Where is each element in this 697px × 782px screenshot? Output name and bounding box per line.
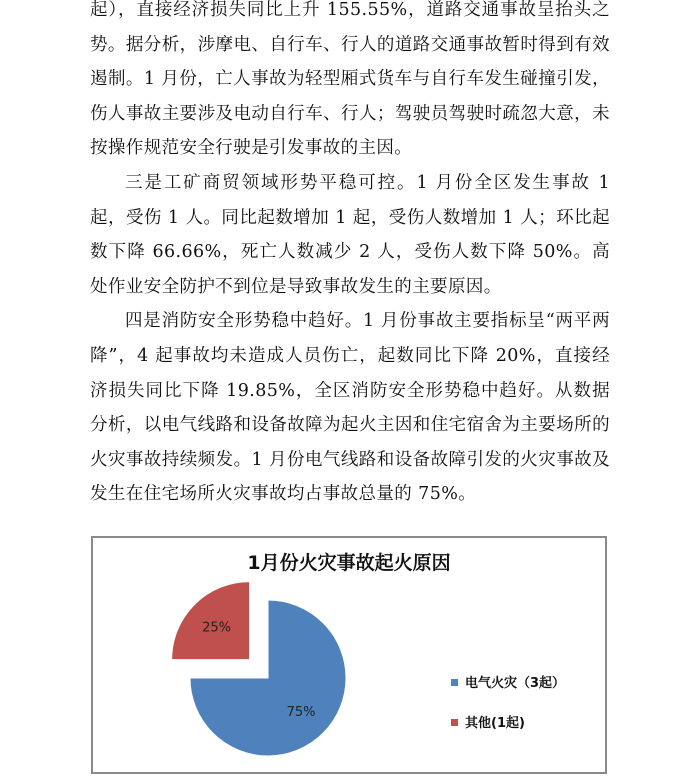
- legend-key-electrical: [451, 679, 458, 686]
- fire-cause-chart: [91, 536, 607, 774]
- legend-label-electrical: 电气火灾（3起）: [465, 676, 566, 691]
- chart-title: 1月份火灾事故起火原因: [247, 552, 451, 574]
- data-label-other: 25%: [202, 620, 231, 636]
- paragraph-fire: 四是消防安全形势稳中趋好。1 月份事故主要指标呈“两平两降”，4 起事故均未造成人员伤亡，起数同比下降 20%，直接经济损失同比下降 19.85%，全区消防安全形势稳中趋好。从数据分析，以电气线路和设备故障为起火主因和住宅宿舍为主要场所的火灾事故持续频发。1 月份电气线路和设备故障引发的火灾事故及发生在住宅场所火灾事故均占事故总量的 75%。: [90, 311, 610, 505]
- legend-label-other: 其他(1起): [465, 716, 525, 731]
- paragraph-industry: 三是工矿商贸领域形势平稳可控。1 月份全区发生事故 1 起，受伤 1 人。同比起数增加 1 起，受伤人数增加 1 人；环比起数下降 66.66%，死亡人数减少 2 人，受伤人数下降 50%。高处作业安全防护不到位是导致事故发生的主要原因。: [90, 172, 610, 297]
- data-label-electrical: 75%: [286, 705, 316, 721]
- body-text: [90, 0, 610, 512]
- paragraph-traffic: 起），直接经济损失同比上升 155.55%，道路交通事故呈抬头之势。据分析，涉摩电、自行车、行人的道路交通事故暂时得到有效遏制。1 月份，亡人事故为轻型厢式货车与自行车发生碰撞引发，伤人事故主要涉及电动自行车、行人；驾驶员驾驶时疏忽大意，未按操作规范安全行驶是引发事故的主因。: [90, 0, 610, 159]
- legend-key-other: [451, 719, 458, 726]
